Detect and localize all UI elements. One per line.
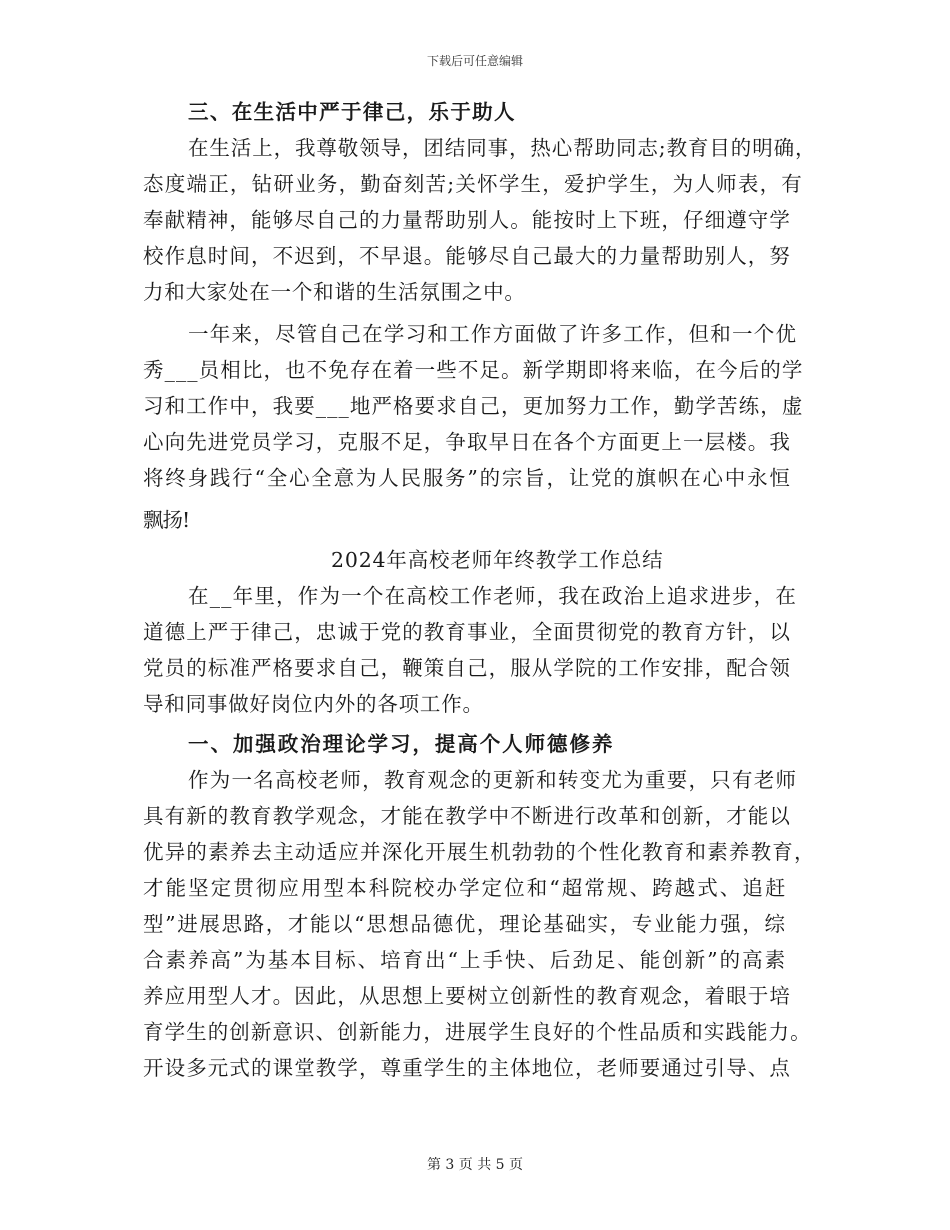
- text-line: 道德上严于律己，忠诚于党的教育事业，全面贯彻党的教育方针，以: [143, 620, 791, 644]
- text-line: 一年来，尽管自己在学习和工作方面做了许多工作，但和一个优: [188, 322, 798, 346]
- text-line: 党员的标准严格要求自己，鞭策自己，服从学院的工作安排，配合领: [143, 656, 791, 680]
- text-line: 型”进展思路，才能以“思想品德优，理论基础实，专业能力强，综: [143, 912, 787, 936]
- text-line: 在生活上，我尊敬领导，团结同事，热心帮助同志;教育目的明确，: [188, 136, 817, 160]
- text-line: 优异的素养去主动适应并深化开展生机勃勃的个性化教育和素养教育，: [143, 840, 816, 864]
- text-line: 具有新的教育教学观念，才能在教学中不断进行改革和创新，才能以: [143, 804, 791, 828]
- text-line: 养应用型人才。因此，从思想上要树立创新性的教育观念，着眼于培: [143, 984, 791, 1008]
- text-line: 心向先进党员学习，克服不足，争取早日在各个方面更上一层楼。我: [143, 430, 791, 454]
- text-line: 开设多元式的课堂教学，尊重学生的主体地位，老师要通过引导、点: [143, 1056, 791, 1080]
- text-line: 力和大家处在一个和谐的生活氛围之中。: [143, 280, 526, 304]
- section-heading: 三、在生活中严于律己，乐于助人: [188, 100, 516, 124]
- page-number: 第 3 页 共 5 页: [426, 1157, 524, 1173]
- text-line: 飘扬!: [143, 508, 190, 532]
- text-line: 习和工作中，我要___地严格要求自己，更加努力工作，勤学苦练，虚: [143, 394, 804, 418]
- page-header: 下载后可任意编辑: [426, 54, 523, 68]
- text-line: 合素养高”为基本目标、培育出“上手快、后劲足、能创新”的高素: [143, 948, 788, 972]
- text-line: 态度端正，钻研业务，勤奋刻苦;关怀学生，爱护学生，为人师表，有: [143, 172, 804, 196]
- text-line: 育学生的创新意识、创新能力，进展学生良好的个性品质和实践能力。: [143, 1020, 812, 1044]
- text-line: 在__年里，作为一个在高校工作老师，我在政治上追求进步，在: [188, 584, 798, 608]
- text-line: 导和同事做好岗位内外的各项工作。: [143, 692, 484, 716]
- section-heading: 一、加强政治理论学习，提高个人师德修养: [188, 732, 615, 756]
- text-line: 秀___员相比，也不免存在着一些不足。新学期即将来临，在今后的学: [143, 358, 804, 382]
- document-title: 2024年高校老师年终教学工作总结: [331, 548, 664, 572]
- text-line: 奉献精神，能够尽自己的力量帮助别人。能按时上下班，仔细遵守学: [143, 208, 791, 232]
- text-line: 才能坚定贯彻应用型本科院校办学定位和“超常规、跨越式、追赶: [143, 876, 788, 900]
- text-line: 将终身践行“全心全意为人民服务”的宗旨，让党的旗帜在心中永恒: [143, 466, 792, 490]
- text-line: 校作息时间，不迟到，不早退。能够尽自己最大的力量帮助别人，努: [143, 244, 791, 268]
- text-line: 作为一名高校老师，教育观念的更新和转变尤为重要，只有老师: [188, 768, 798, 792]
